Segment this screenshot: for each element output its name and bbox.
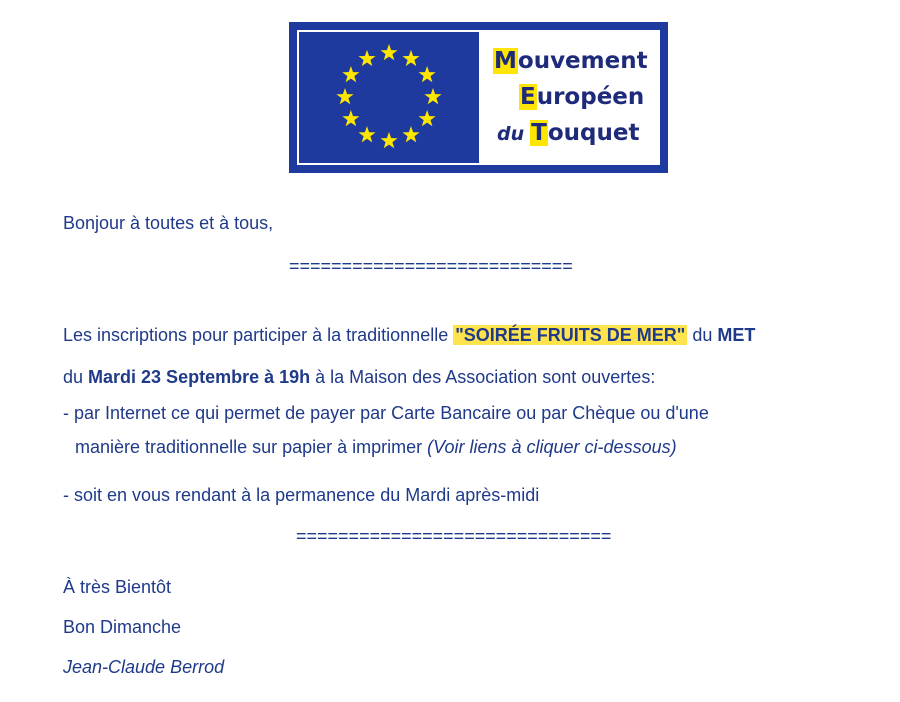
eu-flag-icon (299, 32, 479, 163)
links-note: (Voir liens à cliquer ci-dessous) (427, 437, 677, 457)
greeting: Bonjour à toutes et à tous, (63, 213, 274, 233)
logo-frame (297, 30, 660, 165)
event-name-highlight: "SOIRÉE FRUITS DE MER" (455, 325, 686, 345)
logo-line-touquet: du Touquet (497, 120, 640, 146)
bullet-internet-line-2: manière traditionnelle sur papier à imprimer (Voir liens à cliquer ci-dessous) (75, 437, 677, 457)
closing-line-2: Bon Dimanche (63, 617, 182, 637)
separator-bottom: ============================== (296, 526, 612, 546)
flag-star-icon (342, 110, 359, 126)
flag-star-icon (358, 50, 375, 66)
paragraph-line-1: Les inscriptions pour participer à la traditionnelle "SOIRÉE FRUITS DE MER" du MET (63, 325, 756, 345)
met-logo (289, 22, 668, 173)
paragraph-line-2: du Mardi 23 Septembre à 19h à la Maison des Association sont ouvertes: (63, 367, 656, 387)
bullet-permanence: - soit en vous rendant à la permanence du Mardi après-midi (63, 485, 540, 505)
event-date: Mardi 23 Septembre à 19h (88, 367, 311, 387)
logo-line-europeen: Européen (520, 84, 645, 110)
flag-star-icon (402, 126, 419, 142)
logo-line-mouvement: Mouvement (494, 48, 648, 74)
separator-top: =========================== (289, 256, 573, 276)
flag-star-icon (380, 132, 397, 148)
bullet-internet-line-1: - par Internet ce qui permet de payer par Carte Bancaire ou par Chèque ou d'une (63, 403, 709, 423)
flag-star-icon (402, 50, 419, 66)
flag-star-icon (424, 88, 441, 104)
closing-line-1: À très Bientôt (63, 577, 172, 597)
flag-star-icon (419, 110, 436, 126)
met-label: MET (717, 325, 756, 345)
flag-star-icon (358, 126, 375, 142)
flag-star-icon (419, 66, 436, 82)
flag-star-icon (380, 44, 397, 60)
flag-star-icon (336, 88, 353, 104)
signature: Jean-Claude Berrod (63, 657, 225, 677)
flag-star-icon (342, 66, 359, 82)
logo-wordmark (479, 32, 658, 163)
